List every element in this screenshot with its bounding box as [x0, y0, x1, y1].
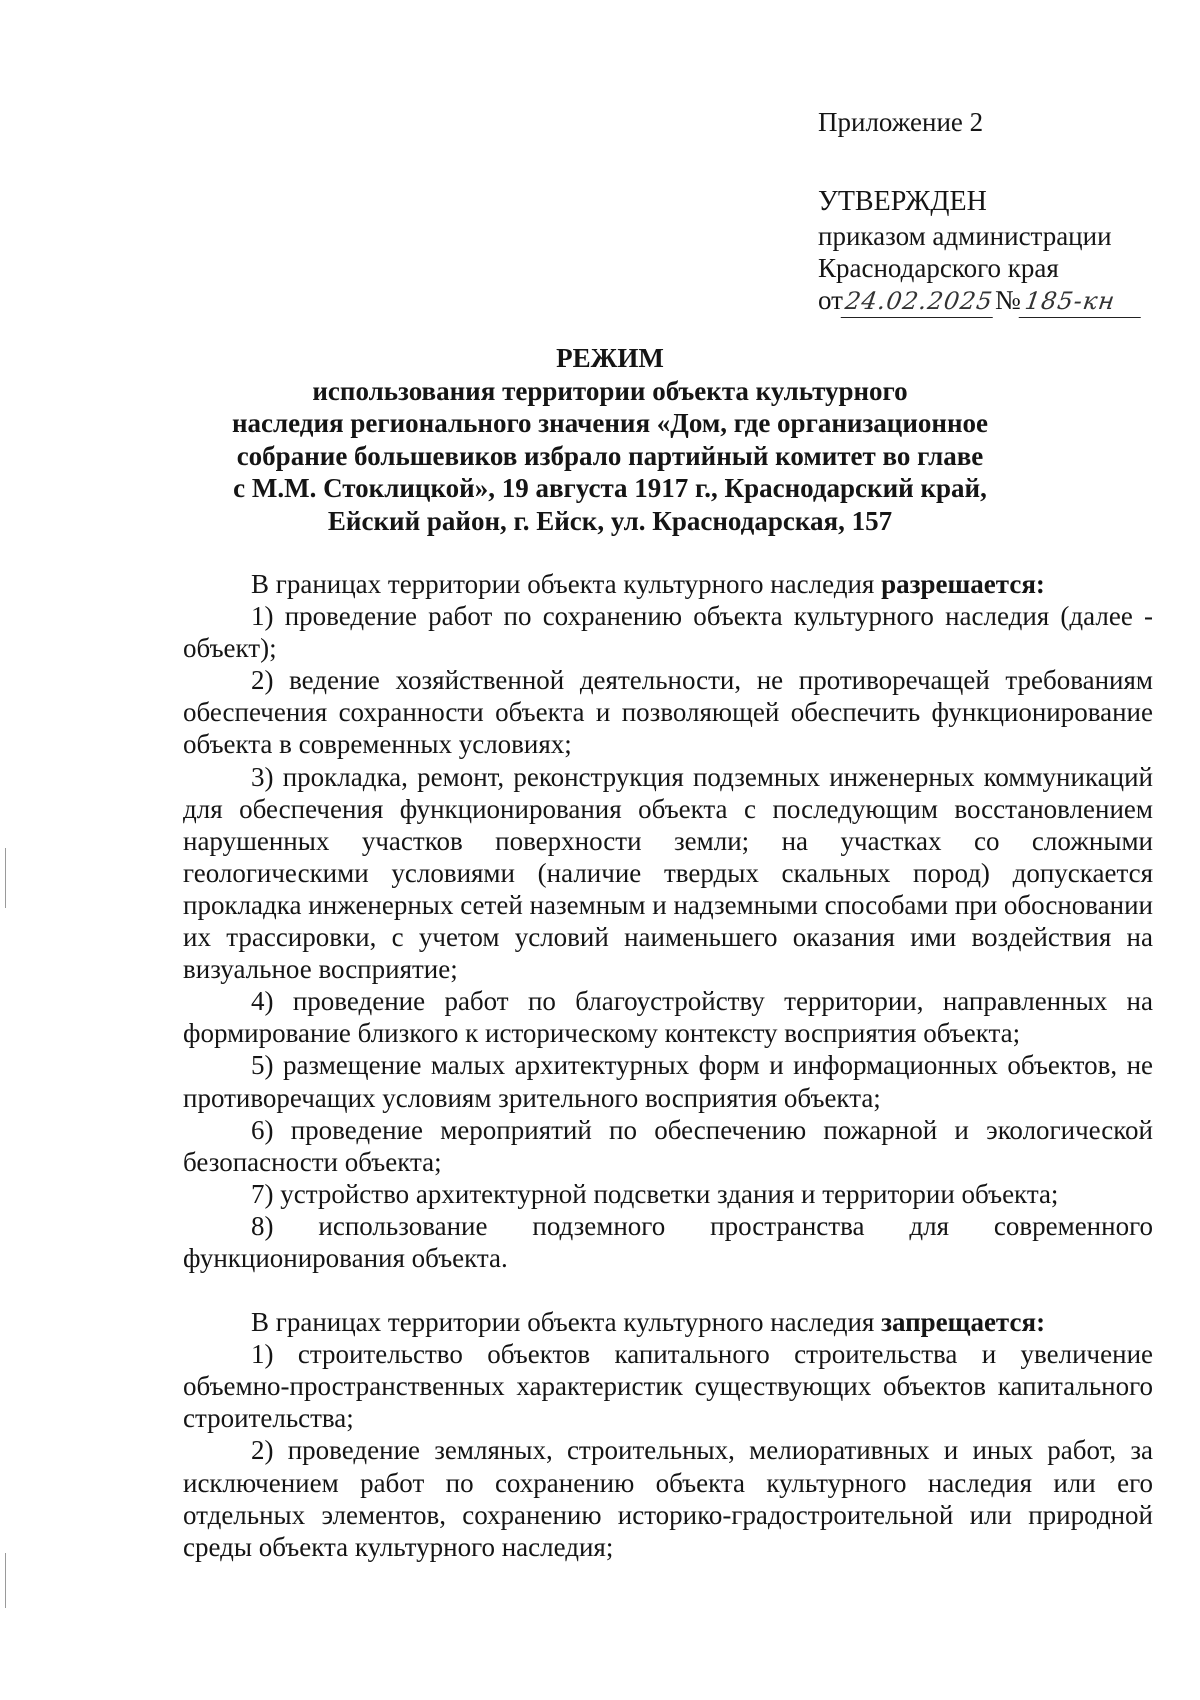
prohibited-lead — [183, 1306, 1153, 1338]
allowed-item-5: 5) размещение малых архитектурных форм и информационных объектов, не противоречащих условиям зрительного восприятия объекта; — [183, 1050, 1153, 1113]
handwritten-number: 185-кн — [1018, 285, 1145, 318]
allowed-item-3: 3) прокладка, ремонт, реконструкция подземных инженерных коммуникаций для обеспечения функционирования объекта с последующим восстановлением нарушенных участков поверхности земли; на участках со сложными геологическими условиями (наличие твердых скальных пород) допускается прокладка инженерных сетей наземным и надземными способами при обосновании их трассировки, с учетом условий наименьшего оказания ими воздействия на визуальное восприятие; — [183, 761, 1153, 985]
approval-block — [818, 106, 1143, 318]
title-line-4: с М.М. Стоклицкой», 19 августа 1917 г., Краснодарский край, — [233, 473, 987, 504]
scan-edge-mark — [5, 848, 6, 908]
section-gap — [183, 1274, 1153, 1306]
scan-edge-mark — [5, 1553, 6, 1608]
allowed-item-1: 1) проведение работ по сохранению объекта культурного наследия (далее - объект); — [183, 601, 1153, 664]
title-line-2: наследия регионального значения «Дом, где организационное — [231, 408, 989, 439]
title-heading: РЕЖИМ — [556, 343, 664, 373]
approved-heading: УТВЕРЖДЕН — [818, 186, 987, 217]
allowed-keyword: разрешается: — [881, 569, 1045, 599]
document-body — [183, 568, 1153, 1563]
prohibited-keyword: запрещается: — [881, 1307, 1046, 1338]
approval-line-1: приказом администрации — [818, 221, 1112, 251]
approval-order-line — [818, 284, 1143, 318]
prohibited-item-2: 2) проведение земляных, строительных, мелиоративных и иных работ, за исключением работ по сохранению объекта культурного наследия или его отдельных элементов, сохранению историко-градостроительной или природной среды объекта культурного наследия; — [183, 1435, 1153, 1562]
allowed-item-2: 2) ведение хозяйственной деятельности, не противоречащей требованиям обеспечения сохранности объекта и позволяющей обеспечить функционирование объекта в современных условиях; — [183, 665, 1153, 760]
allowed-lead — [183, 568, 1153, 600]
number-label: № — [994, 285, 1021, 315]
title-line-5: Ейский район, г. Ейск, ул. Краснодарская, 157 — [327, 505, 893, 536]
allowed-item-4: 4) проведение работ по благоустройству территории, направленных на формирование близкого к историческому контексту восприятия объекта; — [183, 986, 1153, 1049]
title-line-3: собрание большевиков избрало партийный комитет во главе — [236, 440, 984, 471]
handwritten-date: 24.02.2025 — [841, 285, 998, 318]
allowed-item-7: 7) устройство архитектурной подсветки здания и территории объекта; — [251, 1178, 1059, 1209]
allowed-item-6: 6) проведение мероприятий по обеспечению пожарной и экологической безопасности объекта; — [183, 1114, 1153, 1177]
prohibited-lead-text: В границах территории объекта культурного наследия — [251, 1307, 882, 1338]
from-label: от — [818, 285, 843, 315]
document-title — [150, 342, 1070, 538]
annex-label: Приложение 2 — [818, 107, 984, 137]
allowed-item-8: 8) использование подземного пространства для современного функционирования объекта. — [183, 1210, 1153, 1273]
prohibited-item-1: 1) строительство объектов капитального строительства и увеличение объемно-пространственных характеристик существующих объектов капитального строительства; — [183, 1339, 1153, 1434]
title-line-1: использования территории объекта культурного — [312, 375, 908, 406]
approval-line-2: Краснодарского края — [818, 253, 1059, 283]
allowed-lead-text: В границах территории объекта культурного наследия — [251, 569, 882, 599]
